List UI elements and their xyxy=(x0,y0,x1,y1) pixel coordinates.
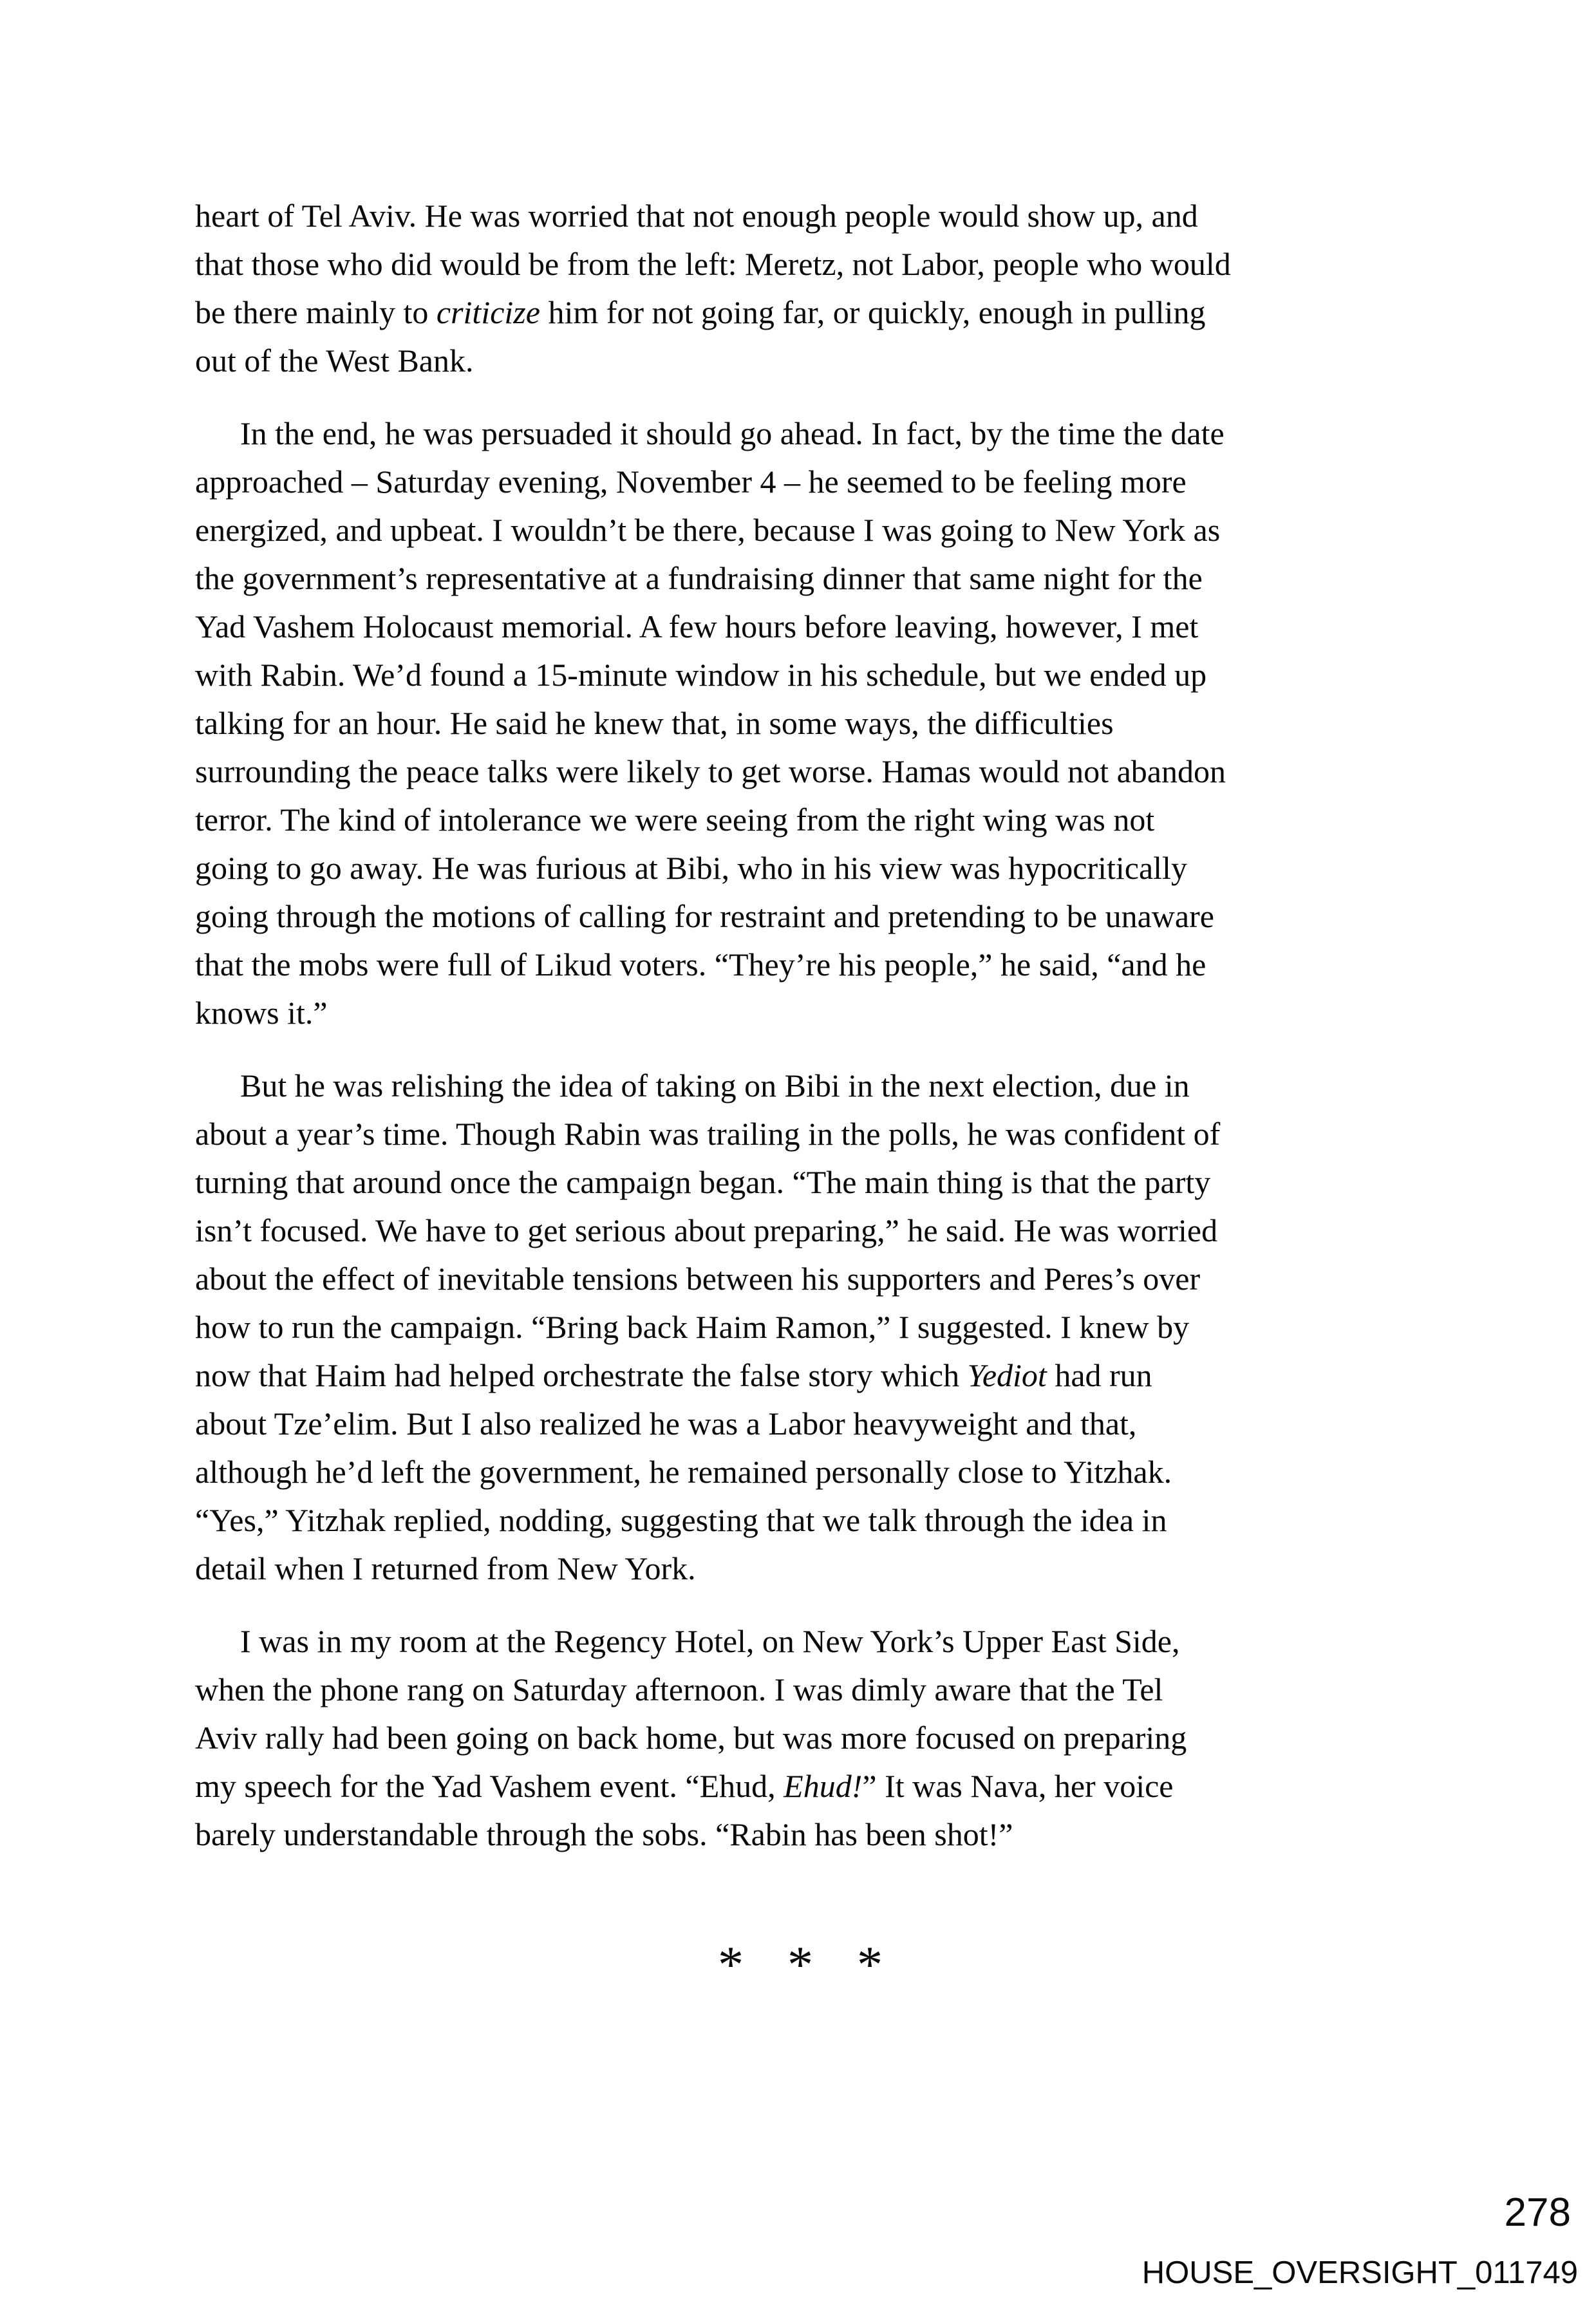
text-line xyxy=(195,1062,1405,1110)
text-segment: detail when I returned from New York. xyxy=(195,1550,696,1586)
text-segment: had run xyxy=(1046,1357,1152,1393)
text-segment: Aviv rally had been going on back home, but was more focused on preparing xyxy=(195,1720,1187,1756)
italic-text-segment: criticize xyxy=(436,294,540,330)
text-segment: In the end, he was persuaded it should go ahead. In fact, by the time the date xyxy=(240,415,1225,451)
body-text xyxy=(195,192,1405,1993)
text-line xyxy=(195,989,1405,1037)
text-segment: although he’d left the government, he remained personally close to Yitzhak. xyxy=(195,1454,1172,1490)
body-paragraph xyxy=(195,409,1405,1037)
text-segment: “Yes,” Yitzhak replied, nodding, suggesting that we talk through the idea in xyxy=(195,1502,1167,1538)
text-segment: Yad Vashem Holocaust memorial. A few hours before leaving, however, I met xyxy=(195,608,1199,644)
text-segment: approached – Saturday evening, November 4 – he seemed to be feeling more xyxy=(195,464,1187,500)
text-line xyxy=(195,1110,1405,1158)
text-segment: surrounding the peace talks were likely to get worse. Hamas would not abandon xyxy=(195,753,1226,789)
text-segment: energized, and upbeat. I wouldn’t be there, because I was going to New York as xyxy=(195,512,1221,548)
text-segment: that those who did would be from the left: Meretz, not Labor, people who would xyxy=(195,246,1231,282)
text-line xyxy=(195,796,1405,844)
text-line xyxy=(195,603,1405,651)
text-line xyxy=(195,1448,1405,1496)
bates-stamp: HOUSE_OVERSIGHT_011749 xyxy=(1141,2255,1578,2290)
text-line xyxy=(195,1714,1405,1762)
separator-asterisk: * xyxy=(787,1937,813,1993)
text-segment: about the effect of inevitable tensions between his supporters and Peres’s over xyxy=(195,1261,1201,1297)
text-line xyxy=(195,1545,1405,1593)
text-segment: going to go away. He was furious at Bibi, who in his view was hypocritically xyxy=(195,850,1187,886)
text-line xyxy=(195,747,1405,796)
text-line xyxy=(195,1666,1405,1714)
text-line xyxy=(195,1810,1405,1859)
text-line xyxy=(195,651,1405,699)
text-line xyxy=(195,288,1405,337)
body-paragraph xyxy=(195,192,1405,385)
text-segment: when the phone rang on Saturday afternoon. I was dimly aware that the Tel xyxy=(195,1671,1163,1707)
text-segment: going through the motions of calling for restraint and pretending to be unaware xyxy=(195,898,1214,934)
body-paragraph xyxy=(195,1617,1405,1859)
text-line xyxy=(195,1351,1405,1400)
text-segment: now that Haim had helped orchestrate the false story which xyxy=(195,1357,968,1393)
text-segment: that the mobs were full of Likud voters. “They’re his people,” he said, “and he xyxy=(195,946,1206,982)
text-line xyxy=(195,1303,1405,1351)
text-segment: how to run the campaign. “Bring back Haim Ramon,” I suggested. I knew by xyxy=(195,1309,1190,1345)
separator-asterisk: * xyxy=(857,1937,883,1993)
text-line xyxy=(195,941,1405,989)
text-segment: knows it.” xyxy=(195,995,328,1031)
text-line xyxy=(195,506,1405,554)
text-line xyxy=(195,554,1405,603)
text-line xyxy=(195,192,1405,240)
section-separator xyxy=(195,1937,1405,1993)
text-line xyxy=(195,1762,1405,1810)
text-line xyxy=(195,1617,1405,1666)
text-segment: him for not going far, or quickly, enough in pulling xyxy=(540,294,1206,330)
text-line xyxy=(195,1207,1405,1255)
text-segment: be there mainly to xyxy=(195,294,437,330)
text-line xyxy=(195,1400,1405,1448)
text-line xyxy=(195,1158,1405,1207)
text-line xyxy=(195,1255,1405,1303)
italic-text-segment: Ehud! xyxy=(784,1768,863,1804)
text-segment: about Tze’elim. But I also realized he was a Labor heavyweight and that, xyxy=(195,1405,1137,1442)
text-line xyxy=(195,892,1405,941)
text-line xyxy=(195,337,1405,385)
text-segment: the government’s representative at a fundraising dinner that same night for the xyxy=(195,560,1203,596)
text-segment: talking for an hour. He said he knew that, in some ways, the difficulties xyxy=(195,705,1114,741)
body-text-paragraphs xyxy=(195,192,1405,1859)
text-segment: out of the West Bank. xyxy=(195,343,474,379)
text-segment: I was in my room at the Regency Hotel, on New York’s Upper East Side, xyxy=(240,1623,1180,1659)
body-paragraph xyxy=(195,1062,1405,1593)
text-segment: turning that around once the campaign began. “The main thing is that the party xyxy=(195,1164,1211,1200)
text-line xyxy=(195,1496,1405,1545)
text-segment: terror. The kind of intolerance we were seeing from the right wing was not xyxy=(195,802,1155,838)
text-segment: isn’t focused. We have to get serious about preparing,” he said. He was worried xyxy=(195,1212,1218,1248)
text-segment: But he was relishing the idea of taking on Bibi in the next election, due in xyxy=(240,1067,1190,1104)
text-segment: about a year’s time. Though Rabin was trailing in the polls, he was confident of xyxy=(195,1116,1221,1152)
text-segment: barely understandable through the sobs. “Rabin has been shot!” xyxy=(195,1816,1013,1852)
text-segment: my speech for the Yad Vashem event. “Ehud, xyxy=(195,1768,784,1804)
text-line xyxy=(195,844,1405,892)
text-segment: heart of Tel Aviv. He was worried that not enough people would show up, and xyxy=(195,198,1198,234)
text-line xyxy=(195,240,1405,288)
text-line xyxy=(195,458,1405,506)
text-line xyxy=(195,409,1405,458)
separator-asterisk: * xyxy=(718,1937,744,1993)
text-line xyxy=(195,699,1405,747)
text-segment: ” It was Nava, her voice xyxy=(862,1768,1174,1804)
text-segment: with Rabin. We’d found a 15-minute window in his schedule, but we ended up xyxy=(195,657,1207,693)
italic-text-segment: Yediot xyxy=(967,1357,1047,1393)
page-number: 278 xyxy=(1504,2190,1571,2235)
